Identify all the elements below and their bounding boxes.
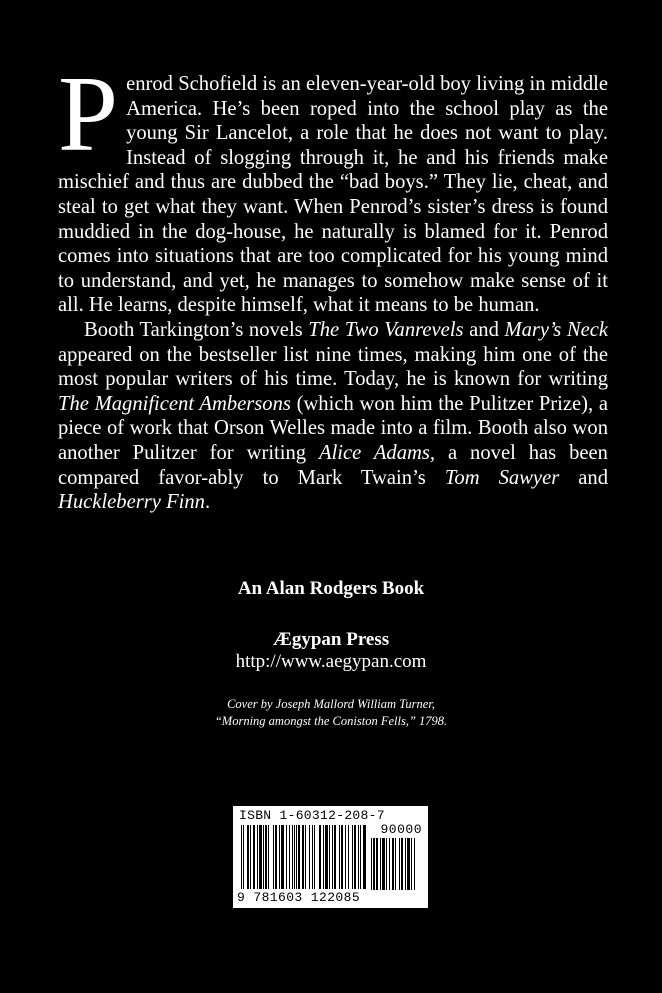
- barcode-bar: [352, 825, 353, 889]
- barcode-bar: [259, 825, 262, 889]
- barcode-bar: [386, 838, 387, 890]
- blurb-p2-text: Booth Tarkington’s novels: [84, 318, 309, 341]
- barcode-bar: [407, 838, 410, 890]
- cover-credit-line-2: “Morning amongst the Coniston Fells,” 1798.: [214, 714, 448, 728]
- barcode-bar: [319, 825, 321, 889]
- barcode-bar: [376, 838, 378, 890]
- barcode-bar: [341, 825, 343, 889]
- publisher-url: http://www.aegypan.com: [235, 651, 427, 672]
- barcode-bar: [414, 838, 415, 890]
- barcode-bar: [392, 838, 394, 890]
- barcode-bar: [358, 825, 359, 889]
- barcode-bar: [281, 825, 284, 889]
- barcode-bar: [399, 838, 400, 890]
- barcode-bar: [273, 825, 274, 889]
- barcode-bar: [329, 825, 330, 889]
- barcode-bar: [296, 825, 297, 889]
- barcode-bar: [247, 825, 249, 889]
- barcode-bar: [305, 825, 306, 889]
- book-title: Alice Adams,: [319, 441, 436, 464]
- barcode-bar: [263, 825, 264, 889]
- barcode-bar: [298, 825, 300, 889]
- barcode-bar: [405, 838, 406, 890]
- series-name: An Alan Rodgers Book: [237, 578, 425, 599]
- barcode-bar: [363, 825, 366, 889]
- barcode-bar: [332, 825, 333, 889]
- blurb-p2-text: a novel has been compared favor-ably to Mark Twain’s: [58, 441, 608, 489]
- barcode-bar: [382, 838, 385, 890]
- book-title: Tom Sawyer: [444, 466, 560, 489]
- barcode-bar: [257, 825, 258, 889]
- blurb-p1-text: enrod Schofield is an eleven-year-old boy living in middle America. He’s been roped into the school play as the young Sir Lancelot, a role that he does not want to play. Instead of slogging through it, he and his friends make mischief and thus are dubbed the “bad boys.” They lie, cheat, and steal to get what they want. When Penrod’s sister’s dress is found muddied in the dog-house, he naturally is blamed for it. Penrod comes into situations that are too complicated for his young mind to understand, and yet, he manages to somehow make sense of it all. He learns, despite himself, what it means to be human.: [58, 73, 608, 317]
- barcode-bar: [243, 825, 244, 889]
- cover-credit: [0, 696, 662, 730]
- barcode-bar: [360, 825, 361, 889]
- barcode-bar: [395, 838, 396, 890]
- barcode-bar: [323, 825, 324, 889]
- blurb-p2-text: and: [463, 318, 505, 341]
- blurb-paragraph-1: [58, 55, 608, 318]
- barcode-bar: [241, 825, 242, 889]
- drop-cap: P: [58, 55, 119, 174]
- barcode-bar: [348, 825, 349, 889]
- barcode-bar: [312, 825, 313, 889]
- barcode-bar: [294, 825, 295, 889]
- ean-barcode-bars: [241, 825, 367, 889]
- barcode-bar: [309, 825, 310, 889]
- cover-credit-line-1: Cover by Joseph Mallord William Turner,: [227, 697, 435, 711]
- addon-barcode-bars: [371, 838, 423, 890]
- book-title: Mary’s Neck: [504, 318, 608, 341]
- barcode-bar: [253, 825, 255, 889]
- publisher-name: Ægypan Press: [272, 629, 390, 650]
- ean-digits: 9 781603 122085: [237, 890, 361, 905]
- barcode-bar: [334, 825, 336, 889]
- barcode-bar: [339, 825, 340, 889]
- blurb-p2-text: .: [204, 491, 211, 514]
- barcode-bar: [286, 825, 287, 889]
- isbn-number: ISBN 1-60312-208-7: [239, 808, 385, 823]
- book-title: Huckleberry Finn: [58, 491, 205, 514]
- barcode-bar: [401, 838, 403, 890]
- barcode-bar: [345, 825, 346, 889]
- barcode-bar: [371, 838, 372, 890]
- barcode-bar: [411, 838, 412, 890]
- barcode-bar: [354, 825, 356, 889]
- barcode-bar: [289, 825, 290, 889]
- book-title: The Two Vanrevels: [308, 318, 464, 341]
- blurb-p2-text: (which won him the Pulitzer Prize), a piece of work that Orson Welles made into a film. Booth also won another Pulitzer for writing: [58, 392, 608, 464]
- barcode-bar: [275, 825, 277, 889]
- barcode-bar: [302, 825, 304, 889]
- barcode-bar: [250, 825, 251, 889]
- barcode-bar: [292, 825, 293, 889]
- price-code: 90000: [380, 822, 422, 837]
- blurb-paragraph-2: [58, 318, 608, 515]
- blurb-p2-text: appeared on the bestseller list nine times, making him one of the most popular writers of his time. Today, he is known for writing: [58, 343, 608, 391]
- barcode-bar: [373, 838, 375, 890]
- blurb-p2-text: and: [559, 466, 608, 489]
- barcode-bar: [314, 825, 315, 889]
- barcode-bar: [268, 825, 269, 889]
- barcode-bar: [265, 825, 267, 889]
- barcode-bar: [325, 825, 328, 889]
- barcode-bar: [279, 825, 280, 889]
- book-title: The Magnificent Ambersons: [58, 392, 291, 415]
- isbn-barcode: [233, 806, 428, 908]
- back-cover-blurb: [58, 55, 608, 515]
- barcode-bar: [380, 838, 381, 890]
- barcode-bar: [389, 838, 390, 890]
